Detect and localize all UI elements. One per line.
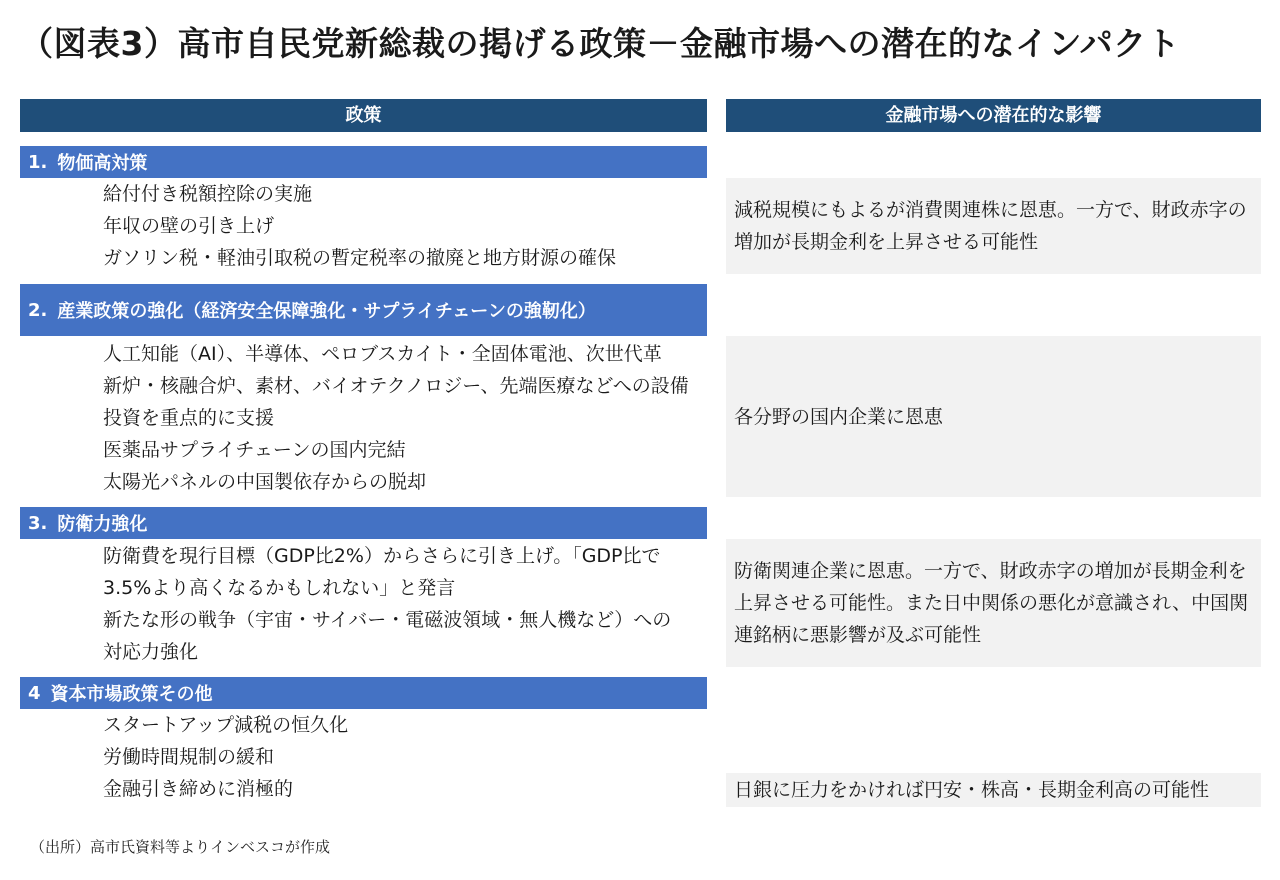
- list-item: 金融引き締めに消極的: [103, 778, 294, 800]
- list-item: 人工知能（AI）、半導体、ペロブスカイト・全固体電池、次世代革: [103, 343, 662, 365]
- list-item: 労働時間規制の緩和: [103, 746, 275, 768]
- list-item: 3.5%より高くなるかもしれない」と発言: [103, 577, 456, 599]
- impact-cell-2: [726, 336, 1261, 497]
- impact-cell-1: [726, 178, 1261, 274]
- section-items-1: [103, 178, 713, 274]
- section-header-2: [20, 284, 707, 336]
- section-header-1: [20, 146, 707, 178]
- section-title: 防衛力強化: [57, 514, 148, 535]
- list-item: ガソリン税・軽油引取税の暫定税率の撤廃と地方財源の確保: [103, 247, 617, 269]
- impact-text: 減税規模にもよるが消費関連株に恩恵。一方で、財政赤字の増加が長期金利を上昇させる可能性: [734, 199, 1247, 253]
- section-items-3: [103, 540, 713, 668]
- section-title: 資本市場政策その他: [50, 684, 213, 705]
- list-item: 太陽光パネルの中国製依存からの脱却: [103, 471, 427, 493]
- section-items-4: [103, 709, 713, 805]
- list-item: 防衛費を現行目標（GDP比2%）からさらに引き上げ。「GDP比で: [103, 545, 661, 567]
- section-number: 4: [28, 682, 41, 704]
- section-number: 3.: [28, 512, 48, 534]
- section-number: 2.: [28, 299, 48, 321]
- impact-text: 日銀に圧力をかければ円安・株高・長期金利高の可能性: [734, 779, 1210, 801]
- section-header-4: [20, 677, 707, 709]
- section-number: 1.: [28, 151, 48, 173]
- section-title: 物価高対策: [57, 153, 148, 174]
- section-title: 産業政策の強化（経済安全保障強化・サプライチェーンの強靭化）: [57, 301, 596, 322]
- list-item: 年収の壁の引き上げ: [103, 215, 275, 237]
- section-items-2: [103, 338, 713, 498]
- impact-cell-4: [726, 773, 1261, 807]
- list-item: 新たな形の戦争（宇宙・サイバー・電磁波領域・無人機など）への: [103, 609, 672, 631]
- list-item: 新炉・核融合炉、素材、バイオテクノロジー、先端医療などへの設備: [103, 375, 689, 397]
- impact-text: 防衛関連企業に恩恵。一方で、財政赤字の増加が長期金利を上昇させる可能性。また日中関係の悪化が意識され、中国関連銘柄に悪影響が及ぶ可能性: [734, 560, 1249, 646]
- source-note: （出所）高市氏資料等よりインベスコが作成: [30, 838, 331, 856]
- list-item: 給付付き税額控除の実施: [103, 183, 313, 205]
- list-item: スタートアップ減税の恒久化: [103, 714, 349, 736]
- list-item: 対応力強化: [103, 641, 199, 663]
- list-item: 投資を重点的に支援: [103, 407, 275, 429]
- policy-column-header: 政策: [20, 99, 707, 132]
- impact-column-header: 金融市場への潜在的な影響: [726, 99, 1261, 132]
- impact-cell-3: [726, 539, 1261, 667]
- impact-text: 各分野の国内企業に恩恵: [734, 405, 944, 428]
- list-item: 医薬品サプライチェーンの国内完結: [103, 439, 406, 461]
- section-header-3: [20, 507, 707, 539]
- page-title: （図表3）高市自民党新総裁の掲げる政策－金融市場への潜在的なインパクト: [20, 24, 1181, 63]
